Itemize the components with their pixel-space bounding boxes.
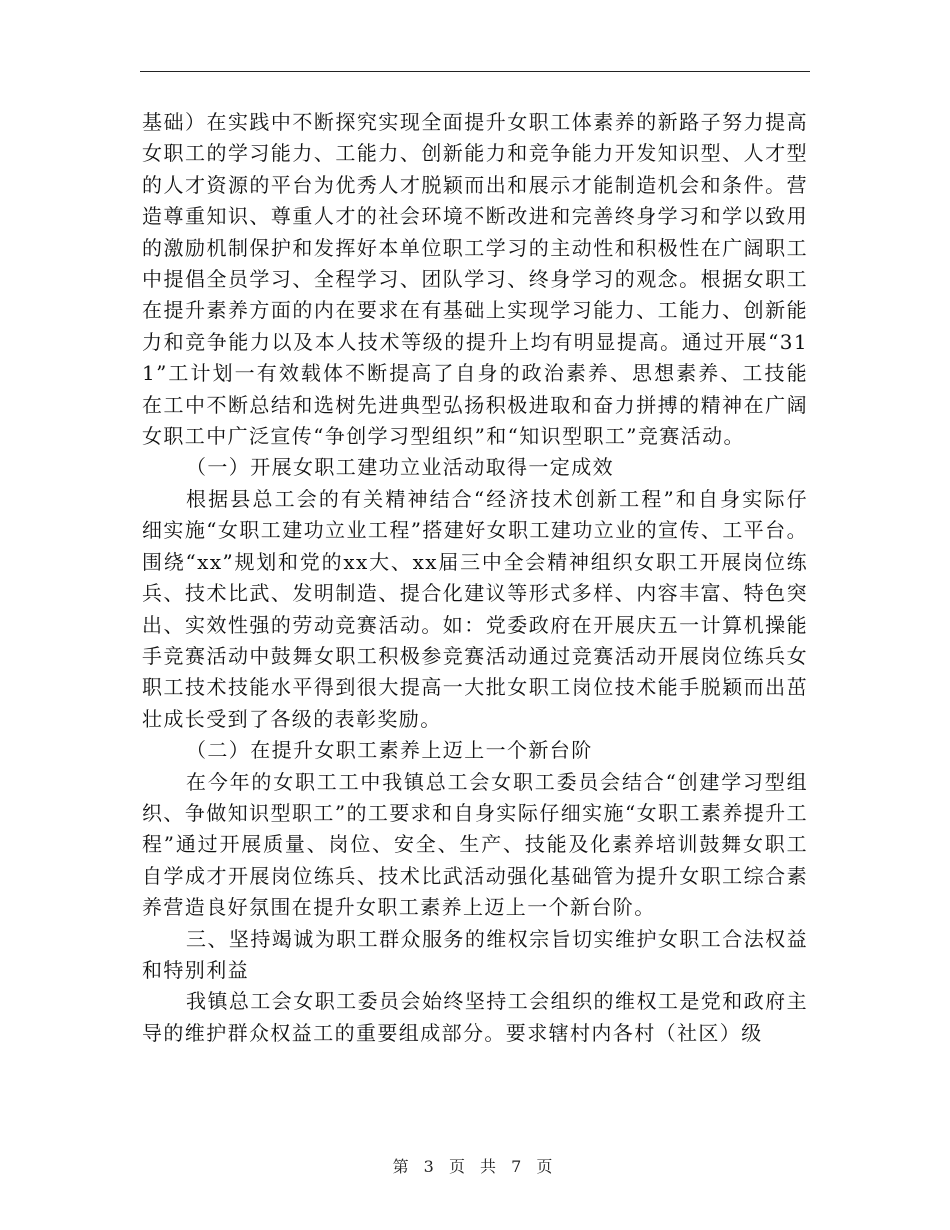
paragraph-quality: 在今年的女职工工中我镇总工会女职工委员会结合“创建学习型组织、争做知识型职工”的工要求和自身实际仔细实施“女职工素养提升工程”通过开展质量、岗位、安全、生产、技能及化素养培训鼓舞女职工自学成才开展岗位练兵、技术比武活动强化基础管为提升女职工综合素养营造良好氛围在提升女职工素养上迈上一个新台阶。 — [142, 769, 808, 920]
section-heading-2: （二）在提升女职工素养上迈上一个新台阶 — [186, 738, 593, 763]
section-heading-3: 三、坚持竭诚为职工群众服务的维权宗旨切实维护女职工合法权益和特别利益 — [142, 926, 808, 982]
document-body — [142, 107, 808, 1049]
paragraph-rights: 我镇总工会女职工委员会始终坚持工会组织的维权工是党和政府主导的维护群众权益工的重要组成部分。要求辖村内各村（社区）级 — [142, 989, 808, 1045]
paragraph-achievement: 根据县总工会的有关精神结合“经济技术创新工程”和自身实际仔细实施“女职工建功立业工程”搭建好女职工建功立业的宣传、工平台。围绕“xx”规划和党的xx大、xx届三中全会精神组织女职工开展岗位练兵、技术比武、发明制造、提合化建议等形式多样、内容丰富、特色突出、实效性强的劳动竞赛活动。如：党委政府在开展庆五一计算机操能手竞赛活动中鼓舞女职工积极参竞赛活动通过竞赛活动开展岗位练兵女职工技术技能水平得到很大提高一大批女职工岗位技术能手脱颖而出茁壮成长受到了各级的表彰奖励。 — [142, 486, 808, 731]
section-heading-1: （一）开展女职工建功立业活动取得一定成效 — [186, 455, 614, 480]
page-number: 第 3 页 共 7 页 — [392, 1157, 558, 1176]
header-rule — [140, 71, 810, 72]
paragraph-continuation: 基础）在实践中不断探究实现全面提升女职工体素养的新路子努力提高女职工的学习能力、工能力、创新能力和竞争能力开发知识型、人才型的人才资源的平台为优秀人才脱颖而出和展示才能制造机会和条件。营造尊重知识、尊重人才的社会环境不断改进和完善终身学习和学以致用的激励机制保护和发挥好本单位职工学习的主动性和积极性在广阔职工中提倡全员学习、全程学习、团队学习、终身学习的观念。根据女职工在提升素养方面的内在要求在有基础上实现学习能力、工能力、创新能力和竞争能力以及本人技术等级的提升上均有明显提高。通过开展“311”工计划一有效载体不断提高了自身的政治素养、思想素养、工技能在工中不断总结和选树先进典型弘扬积极进取和奋力拼搏的精神在广阔女职工中广泛宣传“争创学习型组织”和“知识型职工”竞赛活动。 — [142, 110, 808, 449]
